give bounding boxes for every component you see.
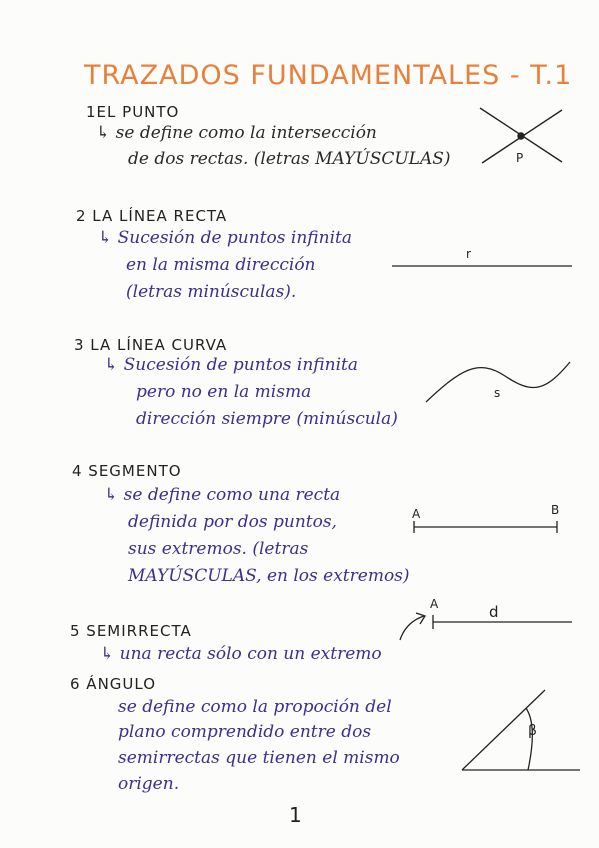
section-heading-semirrecta: 5 SEMIRRECTA (70, 622, 192, 640)
ray-figure (400, 613, 572, 640)
section-text-line: ↳ Sucesión de puntos infinita (98, 228, 352, 248)
page-title: TRAZADOS FUNDAMENTALES - T.1 (84, 60, 573, 91)
section-heading-linea-recta: 2 LA LÍNEA RECTA (76, 207, 228, 225)
section-text-line: MAYÚSCULAS, en los extremos) (128, 566, 410, 586)
figure-label-beta: β (528, 723, 537, 739)
section-text-line: dirección siempre (minúscula) (136, 409, 398, 429)
page-number: 1 (289, 803, 302, 827)
section-text-line: ↳ se define como una recta (104, 485, 341, 505)
section-heading-segmento: 4 SEGMENTO (72, 462, 182, 480)
section-text-line: pero no en la misma (136, 382, 312, 402)
section-text-line: (letras minúsculas). (126, 282, 297, 302)
section-text-line: de dos rectas. (letras MAYÚSCULAS) (128, 149, 451, 169)
angle-figure (462, 690, 580, 770)
point-figure (480, 108, 562, 163)
section-text-line: definida por dos puntos, (128, 512, 337, 532)
figure-label-b: B (551, 503, 560, 517)
section-heading-punto: 1EL PUNTO (86, 103, 180, 121)
section-text-line: ↳ una recta sólo con un extremo (100, 644, 382, 664)
segment-figure (414, 521, 557, 533)
figure-label-a: A (412, 507, 421, 521)
intersection-point (518, 133, 524, 139)
section-heading-angulo: 6 ÁNGULO (70, 675, 157, 693)
figure-label-s: s (494, 386, 501, 400)
section-heading-linea-curva: 3 LA LÍNEA CURVA (74, 336, 228, 354)
angle-arc (526, 708, 532, 770)
figure-label-p: P (516, 151, 524, 165)
section-text-line: origen. (118, 774, 180, 794)
section-text-line: sus extremos. (letras (128, 539, 309, 559)
section-text-line: ↳ Sucesión de puntos infinita (104, 355, 358, 375)
figure-label-a: A (430, 597, 439, 611)
curve-figure (426, 362, 570, 402)
section-text-line: semirrectas que tienen el mismo (118, 748, 400, 768)
figure-label-d: d (489, 603, 499, 621)
figure-label-r: r (466, 247, 471, 261)
section-text-line: se define como la propoción del (118, 697, 392, 717)
ray-arrow (400, 616, 424, 640)
curve-line (426, 362, 570, 402)
section-text-line: plano comprendido entre dos (118, 722, 372, 742)
section-text-line: en la misma dirección (126, 255, 316, 275)
section-text-line: ↳ se define como la intersección (96, 123, 377, 143)
